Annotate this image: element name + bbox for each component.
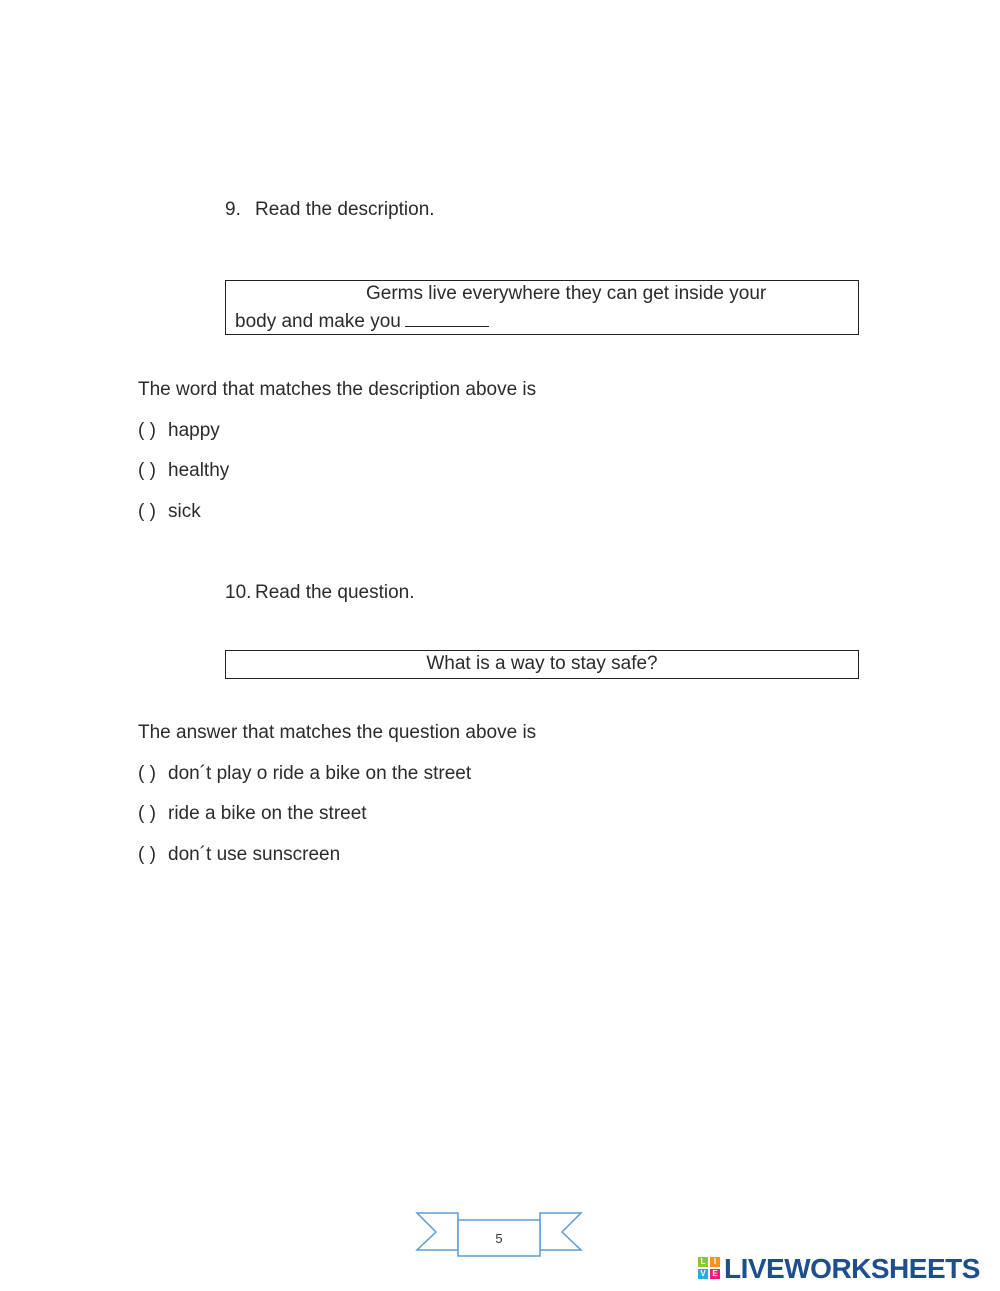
option-checkbox[interactable]: ( ) [138, 460, 156, 481]
option-checkbox[interactable]: ( ) [138, 844, 156, 865]
question-10-heading [225, 581, 415, 605]
option-checkbox[interactable]: ( ) [138, 803, 156, 824]
fill-in-blank [405, 312, 489, 327]
logo-grid-icon: L I V E [698, 1257, 722, 1281]
question-10-number: 10. [225, 582, 252, 603]
question-10-option-2[interactable] [138, 802, 367, 826]
option-checkbox[interactable]: ( ) [138, 420, 156, 441]
question-10-option-1[interactable] [138, 762, 471, 786]
option-label: happy [168, 420, 220, 441]
question-9-instruction: Read the description. [255, 199, 435, 220]
question-9-option-2[interactable] [138, 459, 229, 483]
question-box-text: What is a way to stay safe? [426, 653, 658, 674]
description-line-2-text: body and make you [235, 311, 401, 332]
logo-text: LIVEWORKSHEETS [724, 1253, 980, 1284]
question-9-number: 9. [225, 199, 241, 220]
description-line-1: Germs live everywhere they can get inside your [366, 283, 767, 304]
question-10-prompt: The answer that matches the question above is [138, 722, 537, 743]
option-label: don´t use sunscreen [168, 844, 341, 865]
question-9-option-3[interactable] [138, 500, 201, 524]
question-9-heading [225, 198, 435, 222]
option-checkbox[interactable]: ( ) [138, 501, 156, 522]
option-checkbox[interactable]: ( ) [138, 763, 156, 784]
page-number: 5 [495, 1231, 503, 1246]
question-9-option-1[interactable] [138, 419, 220, 443]
question-10-instruction: Read the question. [255, 582, 415, 603]
option-label: healthy [168, 460, 230, 481]
option-label: don´t play o ride a bike on the street [168, 763, 472, 784]
option-label: sick [168, 501, 201, 522]
description-line-2 [235, 310, 489, 334]
description-box [225, 280, 859, 335]
question-9-prompt: The word that matches the description above is [138, 379, 537, 400]
option-label: ride a bike on the street [168, 803, 367, 824]
question-10-option-3[interactable] [138, 843, 340, 867]
question-box [225, 650, 859, 679]
liveworksheets-logo [698, 1254, 980, 1284]
